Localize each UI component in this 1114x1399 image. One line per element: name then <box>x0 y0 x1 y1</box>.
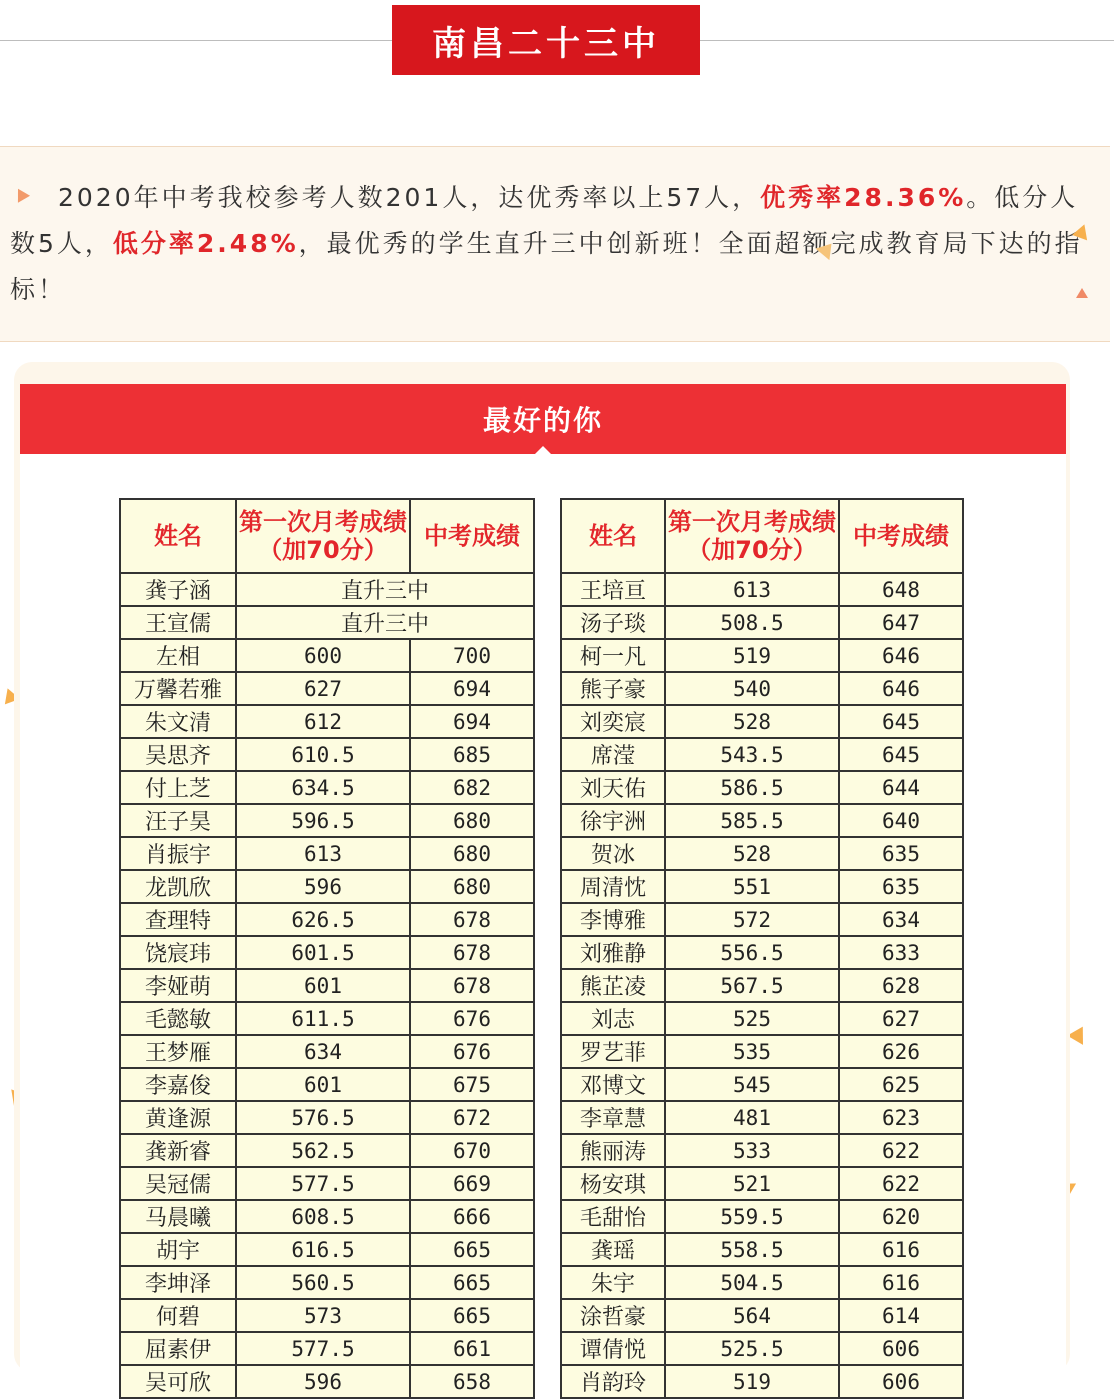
table-row <box>120 771 534 804</box>
banner-pointer <box>534 446 552 455</box>
first-monthly-score: 560.5 <box>236 1266 410 1299</box>
zhongkao-score: 640 <box>839 804 963 837</box>
header-zhongkao: 中考成绩 <box>839 499 963 573</box>
first-monthly-score: 562.5 <box>236 1134 410 1167</box>
first-monthly-score: 634 <box>236 1035 410 1068</box>
table-row <box>120 1266 534 1299</box>
zhongkao-score: 694 <box>410 672 534 705</box>
table-row <box>561 837 963 870</box>
first-monthly-score: 601.5 <box>236 936 410 969</box>
first-monthly-score: 521 <box>665 1167 839 1200</box>
student-name: 刘雅静 <box>561 936 665 969</box>
zhongkao-score: 665 <box>410 1266 534 1299</box>
student-name: 刘奕宸 <box>561 705 665 738</box>
table-row <box>561 771 963 804</box>
table-row <box>561 705 963 738</box>
first-monthly-score: 540 <box>665 672 839 705</box>
table-row <box>120 1233 534 1266</box>
first-monthly-score: 535 <box>665 1035 839 1068</box>
student-name: 付上芝 <box>120 771 236 804</box>
table-row <box>561 606 963 639</box>
zhongkao-score: 665 <box>410 1233 534 1266</box>
zhongkao-score: 606 <box>839 1365 963 1398</box>
zhongkao-score: 633 <box>839 936 963 969</box>
student-name: 贺冰 <box>561 837 665 870</box>
table-row <box>561 1266 963 1299</box>
intro-text-3: ，最优秀的学生直升三中创新班！全面超额完成教育局下达的指标！ <box>10 229 1083 304</box>
intro-text-1: 2020年中考我校参考人数201人，达优秀率以上57人， <box>58 183 761 212</box>
zhongkao-score: 678 <box>410 903 534 936</box>
header-name: 姓名 <box>120 499 236 573</box>
table-row <box>120 969 534 1002</box>
table-row <box>561 1002 963 1035</box>
student-name: 饶宸玮 <box>120 936 236 969</box>
school-title-banner <box>392 5 700 75</box>
table-row <box>561 969 963 1002</box>
table-row <box>120 1068 534 1101</box>
zhongkao-score: 606 <box>839 1332 963 1365</box>
student-name: 汤子琰 <box>561 606 665 639</box>
student-name: 刘志 <box>561 1002 665 1035</box>
table-row <box>561 1068 963 1101</box>
scores-table-right <box>560 498 964 1399</box>
confetti-icon <box>1067 1027 1091 1050</box>
zhongkao-score: 670 <box>410 1134 534 1167</box>
table-row <box>120 1167 534 1200</box>
first-monthly-score: 519 <box>665 1365 839 1398</box>
student-name: 毛甜怡 <box>561 1200 665 1233</box>
zhongkao-score: 676 <box>410 1035 534 1068</box>
student-name: 李坤泽 <box>120 1266 236 1299</box>
zhongkao-score: 647 <box>839 606 963 639</box>
zhongkao-score: 627 <box>839 1002 963 1035</box>
student-name: 朱宇 <box>561 1266 665 1299</box>
intro-paragraph <box>10 175 1090 313</box>
table-row <box>120 804 534 837</box>
student-name: 马晨曦 <box>120 1200 236 1233</box>
header-name: 姓名 <box>561 499 665 573</box>
table-row <box>120 1299 534 1332</box>
intro-box <box>0 146 1110 342</box>
first-monthly-score: 596.5 <box>236 804 410 837</box>
student-name: 肖韵玲 <box>561 1365 665 1398</box>
school-title: 南昌二十三中 <box>432 23 660 64</box>
first-monthly-score: 577.5 <box>236 1167 410 1200</box>
table-row <box>561 1299 963 1332</box>
first-monthly-score: 556.5 <box>665 936 839 969</box>
student-name: 查理特 <box>120 903 236 936</box>
zhongkao-score: 628 <box>839 969 963 1002</box>
table-row <box>120 870 534 903</box>
student-name: 吴可欣 <box>120 1365 236 1398</box>
first-monthly-score: 596 <box>236 1365 410 1398</box>
student-name: 柯一凡 <box>561 639 665 672</box>
first-monthly-score: 586.5 <box>665 771 839 804</box>
first-monthly-score: 611.5 <box>236 1002 410 1035</box>
student-name: 屈素伊 <box>120 1332 236 1365</box>
student-name: 席滢 <box>561 738 665 771</box>
section-banner <box>20 384 1066 454</box>
table-row <box>120 837 534 870</box>
first-monthly-score: 504.5 <box>665 1266 839 1299</box>
student-name: 龙凯欣 <box>120 870 236 903</box>
table-row <box>120 672 534 705</box>
table-row <box>120 738 534 771</box>
zhongkao-score: 685 <box>410 738 534 771</box>
table-row <box>561 1035 963 1068</box>
student-name: 熊丽涛 <box>561 1134 665 1167</box>
first-monthly-score: 616.5 <box>236 1233 410 1266</box>
first-monthly-score: 613 <box>665 573 839 606</box>
zhongkao-score: 682 <box>410 771 534 804</box>
zhongkao-score: 645 <box>839 705 963 738</box>
student-name: 龚子涵 <box>120 573 236 606</box>
table-row <box>561 639 963 672</box>
student-name: 李博雅 <box>561 903 665 936</box>
zhongkao-score: 669 <box>410 1167 534 1200</box>
zhongkao-score: 644 <box>839 771 963 804</box>
table-row <box>561 1200 963 1233</box>
table-row <box>120 936 534 969</box>
low-score-rate: 低分率2.48% <box>112 229 299 258</box>
zhongkao-score: 658 <box>410 1365 534 1398</box>
zhongkao-score: 614 <box>839 1299 963 1332</box>
zhongkao-score: 616 <box>839 1233 963 1266</box>
table-row <box>120 1332 534 1365</box>
student-name: 吴冠儒 <box>120 1167 236 1200</box>
first-monthly-score: 533 <box>665 1134 839 1167</box>
first-monthly-score: 567.5 <box>665 969 839 1002</box>
first-monthly-score: 576.5 <box>236 1101 410 1134</box>
first-monthly-score: 558.5 <box>665 1233 839 1266</box>
student-name: 邓博文 <box>561 1068 665 1101</box>
zhongkao-score: 680 <box>410 870 534 903</box>
table-row <box>120 1365 534 1398</box>
header-first-monthly: 第一次月考成绩（加70分） <box>236 499 410 573</box>
zhongkao-score: 678 <box>410 936 534 969</box>
student-name: 周清忱 <box>561 870 665 903</box>
first-monthly-score: 564 <box>665 1299 839 1332</box>
table-header-row <box>120 499 534 573</box>
table-row <box>120 1134 534 1167</box>
first-monthly-score: 545 <box>665 1068 839 1101</box>
student-name: 王宣儒 <box>120 606 236 639</box>
zhongkao-score: 680 <box>410 837 534 870</box>
table-row <box>561 1365 963 1398</box>
first-monthly-score: 613 <box>236 837 410 870</box>
first-monthly-score: 481 <box>665 1101 839 1134</box>
student-name: 龚新睿 <box>120 1134 236 1167</box>
table-row <box>120 705 534 738</box>
zhongkao-score: 648 <box>839 573 963 606</box>
zhongkao-score: 616 <box>839 1266 963 1299</box>
first-monthly-score: 634.5 <box>236 771 410 804</box>
first-monthly-score: 508.5 <box>665 606 839 639</box>
zhongkao-score: 672 <box>410 1101 534 1134</box>
zhongkao-score: 622 <box>839 1167 963 1200</box>
first-monthly-score: 572 <box>665 903 839 936</box>
first-monthly-score: 612 <box>236 705 410 738</box>
zhongkao-score: 635 <box>839 837 963 870</box>
excellent-rate: 优秀率28.36% <box>760 183 967 212</box>
zhongkao-score: 623 <box>839 1101 963 1134</box>
student-name: 李章慧 <box>561 1101 665 1134</box>
first-monthly-score: 596 <box>236 870 410 903</box>
table-row <box>561 1167 963 1200</box>
table-row <box>120 1002 534 1035</box>
student-name: 熊子豪 <box>561 672 665 705</box>
first-monthly-score: 626.5 <box>236 903 410 936</box>
zhongkao-score: 665 <box>410 1299 534 1332</box>
student-name: 龚瑶 <box>561 1233 665 1266</box>
zhongkao-score: 645 <box>839 738 963 771</box>
table-row <box>561 1101 963 1134</box>
first-monthly-score: 528 <box>665 837 839 870</box>
header-zhongkao: 中考成绩 <box>410 499 534 573</box>
zhongkao-score: 680 <box>410 804 534 837</box>
zhongkao-score: 678 <box>410 969 534 1002</box>
direct-admission-cell: 直升三中 <box>236 606 534 639</box>
student-name: 汪子昊 <box>120 804 236 837</box>
table-row <box>120 1200 534 1233</box>
table-row <box>561 936 963 969</box>
table-row <box>120 573 534 606</box>
first-monthly-score: 600 <box>236 639 410 672</box>
zhongkao-score: 635 <box>839 870 963 903</box>
intro-text-2: 。低分人数5人， <box>10 183 1079 258</box>
table-row <box>561 1233 963 1266</box>
student-name: 涂哲豪 <box>561 1299 665 1332</box>
student-name: 吴思齐 <box>120 738 236 771</box>
first-monthly-score: 601 <box>236 969 410 1002</box>
zhongkao-score: 700 <box>410 639 534 672</box>
student-name: 毛懿敏 <box>120 1002 236 1035</box>
section-title: 最好的你 <box>482 404 603 437</box>
student-name: 朱文清 <box>120 705 236 738</box>
zhongkao-score: 661 <box>410 1332 534 1365</box>
first-monthly-score: 608.5 <box>236 1200 410 1233</box>
table-row <box>561 870 963 903</box>
first-monthly-score: 559.5 <box>665 1200 839 1233</box>
zhongkao-score: 622 <box>839 1134 963 1167</box>
zhongkao-score: 620 <box>839 1200 963 1233</box>
table-row <box>120 903 534 936</box>
first-monthly-score: 601 <box>236 1068 410 1101</box>
first-monthly-score: 528 <box>665 705 839 738</box>
student-name: 胡宇 <box>120 1233 236 1266</box>
direct-admission-cell: 直升三中 <box>236 573 534 606</box>
zhongkao-score: 694 <box>410 705 534 738</box>
first-monthly-score: 610.5 <box>236 738 410 771</box>
student-name: 黄逢源 <box>120 1101 236 1134</box>
table-row <box>561 804 963 837</box>
zhongkao-score: 626 <box>839 1035 963 1068</box>
student-name: 刘天佑 <box>561 771 665 804</box>
table-header-row <box>561 499 963 573</box>
first-monthly-score: 543.5 <box>665 738 839 771</box>
student-name: 何碧 <box>120 1299 236 1332</box>
table-row <box>561 738 963 771</box>
student-name: 万馨若雅 <box>120 672 236 705</box>
confetti-icon <box>1076 288 1088 298</box>
student-name: 肖振宇 <box>120 837 236 870</box>
table-row <box>561 672 963 705</box>
zhongkao-score: 625 <box>839 1068 963 1101</box>
first-monthly-score: 525 <box>665 1002 839 1035</box>
table-row <box>561 903 963 936</box>
student-name: 李嘉俊 <box>120 1068 236 1101</box>
first-monthly-score: 519 <box>665 639 839 672</box>
student-name: 罗艺菲 <box>561 1035 665 1068</box>
table-row <box>120 606 534 639</box>
header-first-monthly: 第一次月考成绩（加70分） <box>665 499 839 573</box>
table-row <box>561 573 963 606</box>
student-name: 谭倩悦 <box>561 1332 665 1365</box>
zhongkao-score: 646 <box>839 639 963 672</box>
student-name: 熊芷凌 <box>561 969 665 1002</box>
student-name: 徐宇洲 <box>561 804 665 837</box>
zhongkao-score: 666 <box>410 1200 534 1233</box>
table-row <box>561 1332 963 1365</box>
student-name: 王梦雁 <box>120 1035 236 1068</box>
first-monthly-score: 551 <box>665 870 839 903</box>
first-monthly-score: 627 <box>236 672 410 705</box>
scores-table-left <box>119 498 535 1399</box>
zhongkao-score: 676 <box>410 1002 534 1035</box>
student-name: 李娅萌 <box>120 969 236 1002</box>
table-row <box>561 1134 963 1167</box>
student-name: 左相 <box>120 639 236 672</box>
zhongkao-score: 634 <box>839 903 963 936</box>
zhongkao-score: 675 <box>410 1068 534 1101</box>
table-row <box>120 1035 534 1068</box>
first-monthly-score: 573 <box>236 1299 410 1332</box>
first-monthly-score: 525.5 <box>665 1332 839 1365</box>
table-row <box>120 1101 534 1134</box>
zhongkao-score: 646 <box>839 672 963 705</box>
first-monthly-score: 577.5 <box>236 1332 410 1365</box>
student-name: 王培亘 <box>561 573 665 606</box>
first-monthly-score: 585.5 <box>665 804 839 837</box>
table-row <box>120 639 534 672</box>
student-name: 杨安琪 <box>561 1167 665 1200</box>
